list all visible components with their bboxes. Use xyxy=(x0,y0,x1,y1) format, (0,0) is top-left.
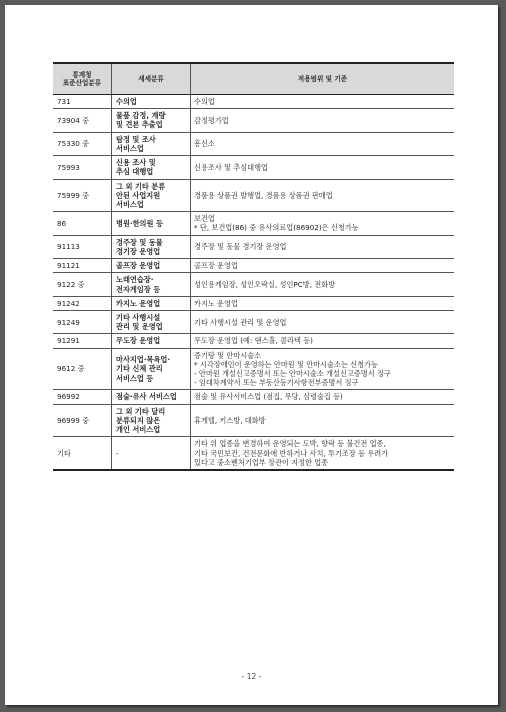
table-row xyxy=(53,109,454,132)
scope-criteria xyxy=(191,132,455,155)
sub-classification: 그 외 기타 분류 안된 사업지원 서비스업 xyxy=(112,179,191,212)
header-name: 세세분류 xyxy=(112,63,191,95)
scope-line: 보건업 xyxy=(194,214,215,224)
scope-line: 증기탕 및 안마시술소 xyxy=(194,350,262,360)
scope-criteria xyxy=(191,109,455,132)
scope-line: 기타 사행시설 관리 및 운영업 xyxy=(194,317,287,327)
table-row xyxy=(53,235,454,258)
sub-classification: 경주장 및 동물 경기장 운영업 xyxy=(112,235,191,258)
sub-classification: 병원·한의원 등 xyxy=(112,212,191,235)
sub-classification: - xyxy=(112,437,191,470)
sub-classification: 신용 조사 및 추심 대행업 xyxy=(112,156,191,179)
sub-classification: 탐정 및 조사 서비스업 xyxy=(112,132,191,155)
industry-code: 9122 중 xyxy=(53,273,112,296)
scope-criteria xyxy=(191,179,455,212)
scope-line: 기타 국민보건, 건전문화에 반하거나 사치, 투기조장 등 우려가 xyxy=(194,448,389,458)
table-row xyxy=(53,259,454,273)
industry-code: 75993 xyxy=(53,156,112,179)
scope-criteria xyxy=(191,235,455,258)
table-row xyxy=(53,296,454,310)
scope-criteria xyxy=(191,95,455,109)
header-scope: 적용범위 및 기준 xyxy=(191,63,455,95)
table-row xyxy=(53,273,454,296)
table-row xyxy=(53,132,454,155)
industry-code: 9612 중 xyxy=(53,348,112,390)
scope-criteria xyxy=(191,259,455,273)
scope-line: 점술 및 유사서비스업 (점집, 무당, 심령술집 등) xyxy=(194,392,343,402)
page-number: - 12 - xyxy=(241,672,262,681)
sub-classification: 마사지업·목욕업· 기타 신체 관리 서비스업 등 xyxy=(112,348,191,390)
industry-code: 73904 중 xyxy=(53,109,112,132)
scope-criteria xyxy=(191,390,455,404)
sub-classification: 그 외 기타 달리 분류되지 않은 개인 서비스업 xyxy=(112,404,191,437)
scope-line: 골프장 운영업 xyxy=(194,261,238,271)
industry-code: 75330 중 xyxy=(53,132,112,155)
scope-line: 흥신소 xyxy=(194,139,215,149)
table-row xyxy=(53,404,454,437)
scope-criteria xyxy=(191,348,455,390)
industry-code: 91291 xyxy=(53,334,112,348)
scope-criteria xyxy=(191,212,455,235)
industry-code: 91249 xyxy=(53,310,112,333)
industry-code: 96992 xyxy=(53,390,112,404)
header-code: 통계청 표준산업분류 xyxy=(53,63,112,95)
scope-line: 기타 위 업종을 변경하여 운영되는 도박, 향락 등 불건전 업종, xyxy=(194,439,386,449)
table-row xyxy=(53,156,454,179)
industry-code: 91121 xyxy=(53,259,112,273)
table-row xyxy=(53,334,454,348)
scope-criteria xyxy=(191,310,455,333)
table-header-row xyxy=(53,63,454,95)
business-classification-table xyxy=(53,62,454,471)
scope-line: 카지노 운영업 xyxy=(194,298,238,308)
scope-line: - 임대차계약서 또는 부동산등기사항전부증명서 징구 xyxy=(194,378,359,388)
industry-code: 75999 중 xyxy=(53,179,112,212)
scope-criteria xyxy=(191,273,455,296)
scope-line: - 안마원 개설신고증명서 또는 안마시술소 개설신고증명서 징구 xyxy=(194,369,391,379)
scope-line: 감정평가업 xyxy=(194,115,229,125)
sub-classification: 물품 감정, 계량 및 견본 추출업 xyxy=(112,109,191,132)
document-page xyxy=(5,5,498,705)
sub-classification: 무도장 운영업 xyxy=(112,334,191,348)
table-row xyxy=(53,348,454,390)
scope-line: * 단, 보건업(86) 중 유사의료업(86902)은 신청가능 xyxy=(194,223,359,233)
scope-criteria xyxy=(191,437,455,470)
scope-criteria xyxy=(191,334,455,348)
industry-code: 기타 xyxy=(53,437,112,470)
scope-line: 성인용게임장, 성인오락실, 성인PC방, 전화방 xyxy=(194,279,336,289)
table-row xyxy=(53,212,454,235)
industry-code: 731 xyxy=(53,95,112,109)
sub-classification: 노래연습장· 전자게임장 등 xyxy=(112,273,191,296)
scope-criteria xyxy=(191,296,455,310)
table-body xyxy=(53,95,454,471)
scope-line: 무도장 운영업 (예: 댄스홀, 콜라텍 등) xyxy=(194,336,313,346)
sub-classification: 카지노 운영업 xyxy=(112,296,191,310)
scope-line: 경품용 상품권 발행업, 경품용 상품권 판매업 xyxy=(194,190,333,200)
industry-code: 86 xyxy=(53,212,112,235)
scope-line: * 시각장애인이 운영하는 안마원 및 안마시술소는 신청가능 xyxy=(194,359,378,369)
table-row xyxy=(53,310,454,333)
industry-code: 91113 xyxy=(53,235,112,258)
scope-line: 휴게텔, 키스방, 대화방 xyxy=(194,415,266,425)
sub-classification: 수의업 xyxy=(112,95,191,109)
scope-line: 있다고 중소벤처기업부 장관이 지정한 업종 xyxy=(194,457,329,467)
table-row xyxy=(53,179,454,212)
scope-criteria xyxy=(191,156,455,179)
sub-classification: 점술·유사 서비스업 xyxy=(112,390,191,404)
industry-code: 91242 xyxy=(53,296,112,310)
table-row xyxy=(53,95,454,109)
table-row xyxy=(53,390,454,404)
scope-line: 수의업 xyxy=(194,97,215,106)
scope-line: 경주장 및 동물 경기장 운영업 xyxy=(194,242,287,252)
scope-line: 신용조사 및 추심대행업 xyxy=(194,162,269,172)
scope-criteria xyxy=(191,404,455,437)
sub-classification: 기타 사행시설 관리 및 운영업 xyxy=(112,310,191,333)
industry-code: 96999 중 xyxy=(53,404,112,437)
sub-classification: 골프장 운영업 xyxy=(112,259,191,273)
table-row xyxy=(53,437,454,470)
